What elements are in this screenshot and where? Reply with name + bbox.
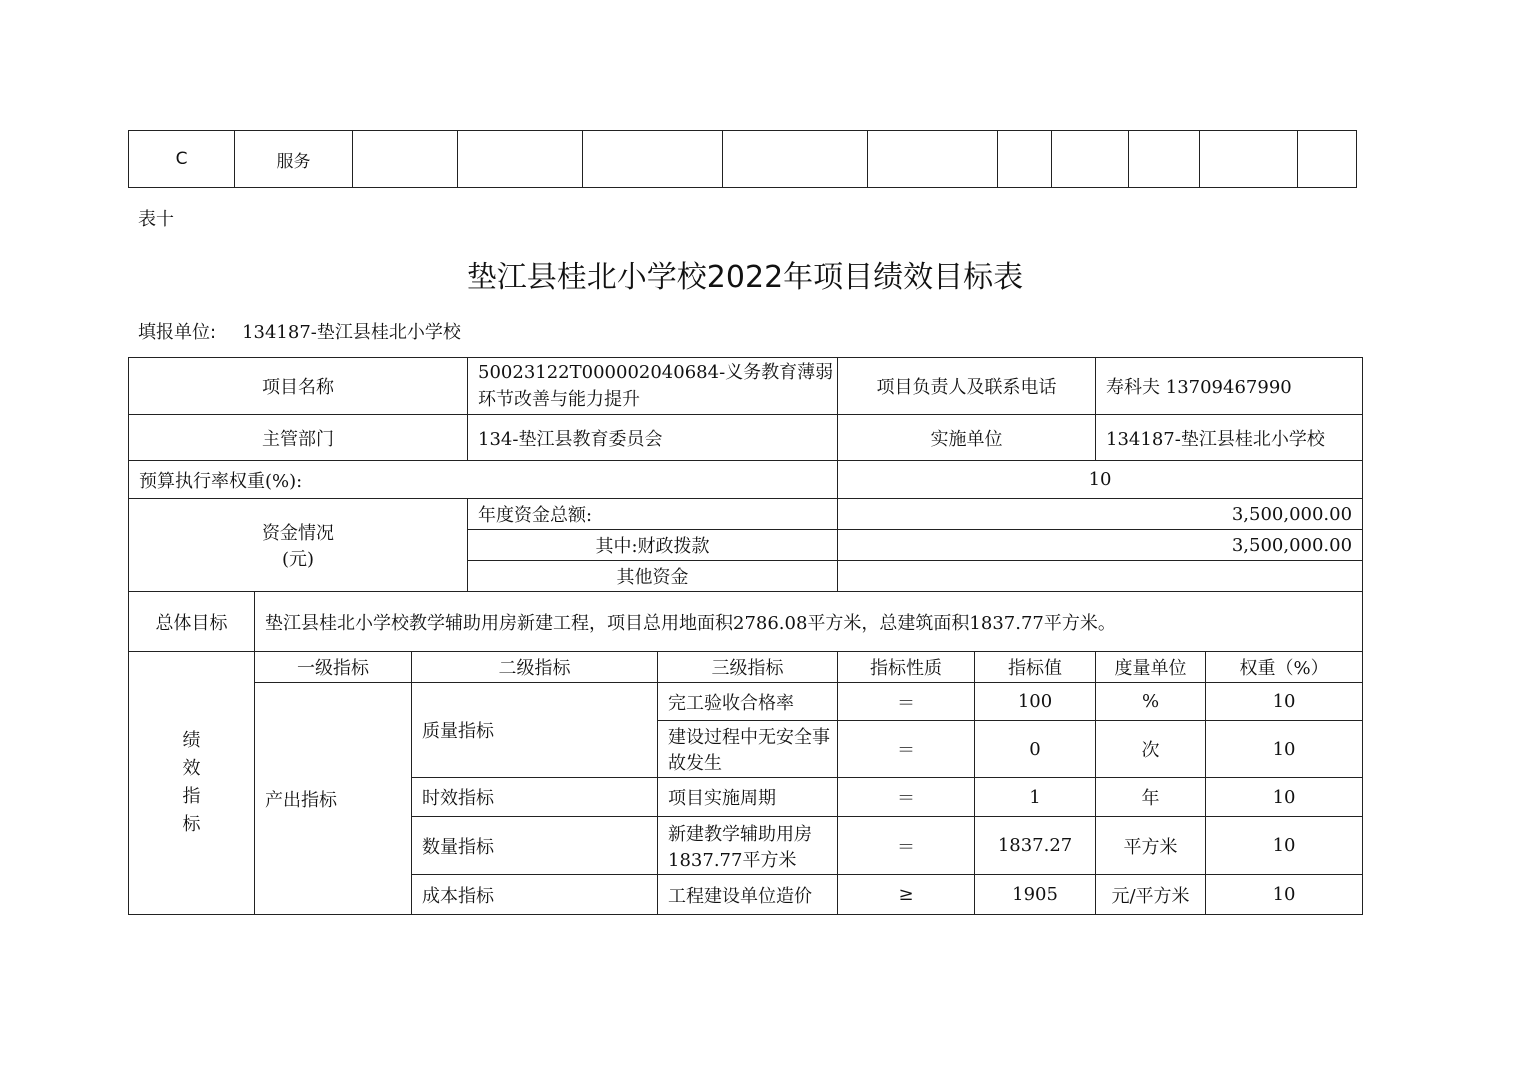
indicator-nature: ＝ [838,817,975,875]
level3-indicator: 项目实施周期 [658,778,838,817]
owner-label: 项目负责人及联系电话 [838,358,1096,415]
owner-value: 寿科夫 13709467990 [1096,358,1363,415]
annual-total-label: 年度资金总额: [468,499,838,530]
header-unit: 度量单位 [1096,652,1206,683]
empty-cell [458,131,583,188]
page-title: 垫江县桂北小学校2022年项目绩效目标表 [466,260,1024,295]
header-weight: 权重（%） [1206,652,1363,683]
overall-goal-label: 总体目标 [129,592,255,652]
dept-label: 主管部门 [129,415,468,461]
performance-indicator-char: 绩 [182,730,201,751]
performance-indicator-char: 标 [182,814,201,835]
level3-indicator: 完工验收合格率 [658,683,838,721]
empty-cell [868,131,998,188]
project-name-value: 50023122T000002040684-义务教育薄弱环节改善与能力提升 [468,358,838,415]
level1-indicator: 产出指标 [255,683,412,915]
level3-indicator: 工程建设单位造价 [658,875,838,915]
fiscal-label: 其中:财政拨款 [468,530,838,561]
budget-weight-label: 预算执行率权重(%): [129,461,838,499]
level2-indicator: 成本指标 [412,875,658,915]
fiscal-value: 3,500,000.00 [838,530,1363,561]
performance-target-table [128,357,1363,915]
project-name-label: 项目名称 [129,358,468,415]
indicator-value: 1 [975,778,1096,817]
indicator-unit: % [1096,683,1206,721]
other-fund-value [838,561,1363,592]
level2-indicator: 质量指标 [412,683,658,778]
performance-indicator-char: 指 [182,786,201,807]
indicator-unit: 元/平方米 [1096,875,1206,915]
empty-cell [1298,131,1357,188]
level3-indicator: 新建教学辅助用房1837.77平方米 [658,817,838,875]
indicator-nature: ＝ [838,721,975,778]
fill-unit-label: 填报单位: [138,322,217,343]
performance-indicator-label [129,652,255,915]
empty-cell [723,131,868,188]
fund-label-line2: (元) [281,549,315,570]
impl-label: 实施单位 [838,415,1096,461]
indicator-value: 1905 [975,875,1096,915]
indicator-weight: 10 [1206,875,1363,915]
fill-unit-value: 134187-垫江县桂北小学校 [242,322,461,343]
empty-cell [1200,131,1298,188]
indicator-value: 100 [975,683,1096,721]
indicator-weight: 10 [1206,683,1363,721]
annual-total-value: 3,500,000.00 [838,499,1363,530]
fund-label [129,499,468,592]
indicator-value: 0 [975,721,1096,778]
header-level1: 一级指标 [255,652,412,683]
indicator-weight: 10 [1206,817,1363,875]
header-nature: 指标性质 [838,652,975,683]
indicator-unit: 年 [1096,778,1206,817]
overall-goal-text: 垫江县桂北小学校教学辅助用房新建工程，项目总用地面积2786.08平方米，总建筑面积1837.77平方米。 [255,592,1363,652]
impl-value: 134187-垫江县桂北小学校 [1096,415,1363,461]
indicator-nature: ≥ [838,875,975,915]
previous-table-row [128,130,1357,188]
level3-indicator: 建设过程中无安全事故发生 [658,721,838,778]
empty-cell [998,131,1052,188]
indicator-nature: ＝ [838,683,975,721]
empty-cell [1052,131,1129,188]
row-code: C [129,131,235,188]
header-level2: 二级指标 [412,652,658,683]
indicator-weight: 10 [1206,778,1363,817]
level2-indicator: 数量指标 [412,817,658,875]
indicator-value: 1837.27 [975,817,1096,875]
empty-cell [583,131,723,188]
table-number-label: 表十 [138,209,174,230]
dept-value: 134-垫江县教育委员会 [468,415,838,461]
other-fund-label: 其他资金 [468,561,838,592]
level2-indicator: 时效指标 [412,778,658,817]
empty-cell [1129,131,1200,188]
indicator-unit: 次 [1096,721,1206,778]
empty-cell [353,131,458,188]
indicator-weight: 10 [1206,721,1363,778]
header-value: 指标值 [975,652,1096,683]
row-category: 服务 [235,131,353,188]
performance-indicator-text [129,727,254,839]
fund-label-line1: 资金情况 [262,523,334,544]
performance-indicator-char: 效 [182,758,201,779]
indicator-unit: 平方米 [1096,817,1206,875]
budget-weight-value: 10 [838,461,1363,499]
indicator-nature: ＝ [838,778,975,817]
fill-unit-line [138,318,461,344]
header-level3: 三级指标 [658,652,838,683]
